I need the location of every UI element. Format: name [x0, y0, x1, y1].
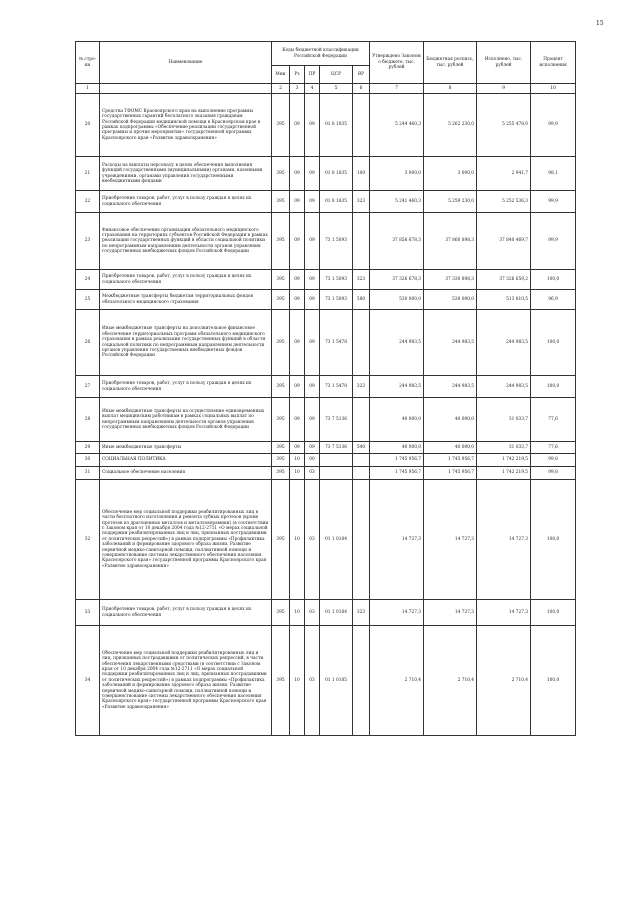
code-rz-cell: 09	[290, 94, 305, 157]
approved-amount-cell: 37 856 678,3	[370, 213, 424, 270]
row-name-cell: СОЦИАЛЬНАЯ ПОЛИТИКА	[100, 454, 272, 467]
code-rz-cell: 10	[290, 467, 305, 480]
percent-cell: 96,9	[531, 290, 576, 310]
executed-amount-cell: 5 255 478,0	[477, 94, 531, 157]
code-csr-cell: 73 7 5136	[320, 398, 353, 442]
code-pr-cell: 09	[305, 376, 320, 398]
code-pr-cell: 09	[305, 213, 320, 270]
code-rz-cell: 09	[290, 442, 305, 454]
row-name-cell: Обеспечение мер социальной поддержки реабилитированных лиц в части бесплатного изготовления и ремонта зубных протезов (кроме протезов из драгоценных металлов и металлокерамики) (в соответствии с Законом края от 10 декабря 2004 года №12-2711 «О мерах социальной поддержки реабилитированных лиц и лиц, признанных пострадавшими от политических репрессий») в рамках подпрограммы «Профилактика заболеваний и формирование здорового образа жизни. Развитие первичной медико-санитарной помощи, паллиативной помощи и совершенствование системы лекарственного обеспечения населения Красноярского края» государственной программы Красноярского края «Развитие здравоохранения»	[100, 480, 272, 600]
row-number-cell: 23	[76, 213, 100, 270]
code-csr-cell: 73 1 5478	[320, 310, 353, 376]
executed-amount-cell: 244 983,5	[477, 376, 531, 398]
row-number-cell: 30	[76, 454, 100, 467]
row-number-cell: 27	[76, 376, 100, 398]
index-cell: 8	[424, 84, 477, 94]
code-min-cell: 395	[272, 376, 290, 398]
percent-cell: 77,6	[531, 398, 576, 442]
code-min-cell: 395	[272, 157, 290, 191]
code-vr-cell	[353, 213, 370, 270]
executed-amount-cell: 31 033,7	[477, 442, 531, 454]
budget-list-amount-cell: 40 000,0	[424, 442, 477, 454]
code-vr-cell	[353, 310, 370, 376]
code-csr-cell: 73 1 5093	[320, 270, 353, 290]
table-row	[76, 454, 576, 467]
table-row	[76, 480, 576, 600]
code-csr-cell: 73 1 5478	[320, 376, 353, 398]
code-csr-cell: 01 1 0184	[320, 480, 353, 600]
budget-list-amount-cell: 2 710,4	[424, 626, 477, 736]
code-rz-cell: 09	[290, 191, 305, 213]
header-csr: ЦСР	[320, 66, 353, 84]
code-pr-cell: 03	[305, 467, 320, 480]
row-number-cell: 21	[76, 157, 100, 191]
approved-amount-cell: 40 000,0	[370, 398, 424, 442]
approved-amount-cell: 37 326 678,3	[370, 270, 424, 290]
index-cell: 10	[531, 84, 576, 94]
header-budget-codes: Коды бюджетной классификации Российской Федерации	[272, 42, 370, 66]
header-budget-list: Бюджетная роспись, тыс. рублей	[424, 42, 477, 84]
row-name-cell: Приобретение товаров, работ, услуг в пользу граждан в целях их социального обеспечения	[100, 600, 272, 626]
code-csr-cell: 73 1 5093	[320, 290, 353, 310]
row-name-cell: Средства ТФОМС Красноярского края на выполнение программы государственных гарантий бесплатного оказания гражданам Российской Федерации медицинской помощи в Красноярском крае в рамках подпрограммы «Обеспечение реализации государственной программы и прочие мероприятия» государственной программы Красноярского края «Развитие здравоохранения»	[100, 94, 272, 157]
table-row	[76, 310, 576, 376]
executed-amount-cell: 1 742 219,5	[477, 454, 531, 467]
percent-cell: 100,0	[531, 600, 576, 626]
code-vr-cell	[353, 626, 370, 736]
row-name-cell: Социальное обеспечение населения	[100, 467, 272, 480]
approved-amount-cell: 40 000,0	[370, 442, 424, 454]
code-min-cell: 395	[272, 398, 290, 442]
approved-amount-cell: 1 745 956,7	[370, 467, 424, 480]
code-csr-cell: 01 1 0184	[320, 600, 353, 626]
header-pr: ПР	[305, 66, 320, 84]
code-rz-cell: 09	[290, 213, 305, 270]
code-pr-cell: 00	[305, 454, 320, 467]
executed-amount-cell: 14 727,3	[477, 600, 531, 626]
budget-list-amount-cell: 244 983,5	[424, 376, 477, 398]
percent-cell: 100,0	[531, 480, 576, 600]
code-vr-cell: 540	[353, 442, 370, 454]
code-rz-cell: 10	[290, 600, 305, 626]
code-csr-cell: 73 7 5136	[320, 442, 353, 454]
row-number-cell: 28	[76, 398, 100, 442]
row-name-cell: Обеспечение мер социальной поддержки реабилитированных лиц и лиц, признанных пострадавшими от политических репрессий, в части обеспечения лекарственными средствами (в соответствии с Законом края от 10 декабря 2004 года №12-2711 «О мерах социальной поддержки реабилитированных лиц и лиц, признанных пострадавшими от политических репрессий») в рамках подпрограммы «Профилактика заболеваний и формирование здорового образа жизни. Развитие первичной медико-санитарной помощи, паллиативной помощи и совершенствование системы лекарственного обеспечения населения Красноярского края» государственной программы Красноярского края «Развитие здравоохранения»	[100, 626, 272, 736]
percent-cell: 99,9	[531, 213, 576, 270]
index-cell: 5	[320, 84, 353, 94]
column-index-row	[76, 84, 576, 94]
table-row	[76, 467, 576, 480]
index-cell: 1	[76, 84, 100, 94]
code-min-cell: 395	[272, 600, 290, 626]
executed-amount-cell: 31 033,7	[477, 398, 531, 442]
budget-list-amount-cell: 37 330 898,3	[424, 270, 477, 290]
code-pr-cell: 09	[305, 310, 320, 376]
percent-cell: 99,9	[531, 191, 576, 213]
row-number-cell: 26	[76, 310, 100, 376]
budget-list-amount-cell: 5 259 230,0	[424, 191, 477, 213]
code-min-cell: 395	[272, 270, 290, 290]
row-number-cell: 29	[76, 442, 100, 454]
row-number-cell: 33	[76, 600, 100, 626]
row-name-cell: Иные межбюджетные трансферты	[100, 442, 272, 454]
code-min-cell: 395	[272, 467, 290, 480]
row-name-cell: Расходы на выплаты персоналу в целях обеспечения выполнения функций государственными (муниципальными) органами, казенными учреждениями, органами управления государственными внебюджетными фондами	[100, 157, 272, 191]
index-cell: 6	[353, 84, 370, 94]
percent-cell: 100,0	[531, 270, 576, 290]
approved-amount-cell: 5 241 460,3	[370, 191, 424, 213]
code-min-cell: 395	[272, 290, 290, 310]
row-name-cell: Приобретение товаров, работ, услуг в пользу граждан в целях их социального обеспечения	[100, 270, 272, 290]
code-csr-cell	[320, 454, 353, 467]
table-row	[76, 270, 576, 290]
approved-amount-cell: 530 000,0	[370, 290, 424, 310]
code-pr-cell: 09	[305, 191, 320, 213]
code-rz-cell: 09	[290, 376, 305, 398]
executed-amount-cell: 2 941,7	[477, 157, 531, 191]
executed-amount-cell: 14 727,3	[477, 480, 531, 600]
code-vr-cell: 323	[353, 376, 370, 398]
header-row-number: № стро-ки	[76, 42, 100, 84]
percent-cell: 99,9	[531, 94, 576, 157]
budget-list-amount-cell: 1 745 956,7	[424, 467, 477, 480]
code-pr-cell: 09	[305, 270, 320, 290]
row-name-cell: Иные межбюджетные трансферты на осуществление единовременных выплат медицинским работникам в рамках социальных выплат по непрограммным направлениям деятельности органов управления государственных внебюджетных фондов Российской Федерации	[100, 398, 272, 442]
index-cell: 4	[305, 84, 320, 94]
row-name-cell: Межбюджетные трансферты бюджетам территориальных фондов обязательного медицинского страхования	[100, 290, 272, 310]
approved-amount-cell: 5 244 460,3	[370, 94, 424, 157]
code-rz-cell: 10	[290, 480, 305, 600]
code-rz-cell: 09	[290, 270, 305, 290]
budget-list-amount-cell: 530 000,0	[424, 290, 477, 310]
code-min-cell: 395	[272, 94, 290, 157]
budget-list-amount-cell: 40 000,0	[424, 398, 477, 442]
index-cell: 7	[370, 84, 424, 94]
budget-list-amount-cell: 14 727,3	[424, 600, 477, 626]
code-min-cell: 395	[272, 310, 290, 376]
table-row	[76, 398, 576, 442]
budget-list-amount-cell: 244 983,5	[424, 310, 477, 376]
index-cell: 9	[477, 84, 531, 94]
code-vr-cell	[353, 454, 370, 467]
budget-execution-table	[75, 41, 576, 736]
header-approved: Утверждено Законом о бюджете, тыс. рублей	[370, 42, 424, 84]
row-name-cell: Иные межбюджетные трансферты на дополнительное финансовое обеспечение территориальных программ обязательного медицинского страхования в рамках реализации государственных функций в области социальной политики по непрограммным направлениям деятельности органов управления государственных внебюджетных фондов Российской Федерации	[100, 310, 272, 376]
code-pr-cell: 03	[305, 480, 320, 600]
table-body	[76, 84, 576, 736]
approved-amount-cell: 1 745 956,7	[370, 454, 424, 467]
table-row	[76, 600, 576, 626]
approved-amount-cell: 244 983,5	[370, 310, 424, 376]
percent-cell: 77,6	[531, 442, 576, 454]
table-row	[76, 157, 576, 191]
code-vr-cell: 323	[353, 270, 370, 290]
code-vr-cell	[353, 94, 370, 157]
table-row	[76, 290, 576, 310]
code-csr-cell: 01 8 1835	[320, 157, 353, 191]
code-rz-cell: 09	[290, 310, 305, 376]
executed-amount-cell: 37 840 469,7	[477, 213, 531, 270]
budget-list-amount-cell: 1 745 956,7	[424, 454, 477, 467]
code-rz-cell: 10	[290, 626, 305, 736]
code-csr-cell: 01 8 1835	[320, 94, 353, 157]
code-csr-cell: 01 8 1835	[320, 191, 353, 213]
code-vr-cell	[353, 480, 370, 600]
header-executed: Исполнено, тыс. рублей	[477, 42, 531, 84]
approved-amount-cell: 244 983,5	[370, 376, 424, 398]
row-number-cell: 34	[76, 626, 100, 736]
row-number-cell: 22	[76, 191, 100, 213]
budget-list-amount-cell: 14 727,3	[424, 480, 477, 600]
executed-amount-cell: 5 252 536,3	[477, 191, 531, 213]
code-rz-cell: 10	[290, 454, 305, 467]
row-name-cell: Приобретение товаров, работ, услуг в пользу граждан в целях их социального обеспечения	[100, 376, 272, 398]
table-row	[76, 213, 576, 270]
code-csr-cell: 01 1 0185	[320, 626, 353, 736]
executed-amount-cell: 244 983,5	[477, 310, 531, 376]
percent-cell: 98,1	[531, 157, 576, 191]
code-rz-cell: 09	[290, 398, 305, 442]
row-number-cell: 31	[76, 467, 100, 480]
approved-amount-cell: 14 727,3	[370, 480, 424, 600]
budget-list-amount-cell: 3 000,0	[424, 157, 477, 191]
table-row	[76, 191, 576, 213]
table-row	[76, 626, 576, 736]
table-row	[76, 376, 576, 398]
code-pr-cell: 03	[305, 600, 320, 626]
percent-cell: 99,8	[531, 467, 576, 480]
percent-cell: 100,0	[531, 310, 576, 376]
percent-cell: 100,0	[531, 376, 576, 398]
code-pr-cell: 09	[305, 290, 320, 310]
code-min-cell: 395	[272, 626, 290, 736]
executed-amount-cell: 2 710,4	[477, 626, 531, 736]
code-rz-cell: 09	[290, 157, 305, 191]
index-cell: 2	[272, 84, 290, 94]
page-number: 15	[596, 20, 604, 27]
approved-amount-cell: 3 000,0	[370, 157, 424, 191]
index-cell: 3	[290, 84, 305, 94]
code-pr-cell: 09	[305, 398, 320, 442]
table-row	[76, 442, 576, 454]
row-name-cell: Финансовое обеспечение организации обязательного медицинского страхования на территориях субъектов Российской Федерации в рамках реализации государственных функций в области социальной политики по непрограммным направлениям деятельности органов управления государственных внебюджетных фондов Российской Федерации	[100, 213, 272, 270]
executed-amount-cell: 513 810,5	[477, 290, 531, 310]
executed-amount-cell: 37 326 659,2	[477, 270, 531, 290]
table-row	[76, 94, 576, 157]
code-min-cell: 395	[272, 454, 290, 467]
code-vr-cell	[353, 398, 370, 442]
code-csr-cell	[320, 467, 353, 480]
code-min-cell: 395	[272, 191, 290, 213]
percent-cell: 99,8	[531, 454, 576, 467]
code-vr-cell: 580	[353, 290, 370, 310]
header-min: Мин	[272, 66, 290, 84]
header-percent: Процент исполнения	[531, 42, 576, 84]
code-vr-cell: 100	[353, 157, 370, 191]
budget-list-amount-cell: 5 262 230,0	[424, 94, 477, 157]
code-min-cell: 395	[272, 213, 290, 270]
row-number-cell: 32	[76, 480, 100, 600]
row-number-cell: 20	[76, 94, 100, 157]
code-pr-cell: 09	[305, 94, 320, 157]
header-vr: ВР	[353, 66, 370, 84]
code-min-cell: 395	[272, 442, 290, 454]
row-name-cell: Приобретение товаров, работ, услуг в пользу граждан в целях их социального обеспечения	[100, 191, 272, 213]
code-csr-cell: 73 1 5093	[320, 213, 353, 270]
approved-amount-cell: 2 710,4	[370, 626, 424, 736]
header-name: Наименование	[100, 42, 272, 84]
code-pr-cell: 03	[305, 626, 320, 736]
code-vr-cell: 323	[353, 191, 370, 213]
code-min-cell: 395	[272, 480, 290, 600]
code-vr-cell: 323	[353, 600, 370, 626]
percent-cell: 100,0	[531, 626, 576, 736]
code-pr-cell: 09	[305, 442, 320, 454]
code-rz-cell: 09	[290, 290, 305, 310]
header-rz: Рз	[290, 66, 305, 84]
code-vr-cell	[353, 467, 370, 480]
approved-amount-cell: 14 727,3	[370, 600, 424, 626]
row-number-cell: 24	[76, 270, 100, 290]
executed-amount-cell: 1 742 219,5	[477, 467, 531, 480]
budget-list-amount-cell: 37 860 898,3	[424, 213, 477, 270]
code-pr-cell: 09	[305, 157, 320, 191]
row-number-cell: 25	[76, 290, 100, 310]
index-cell	[100, 84, 272, 94]
